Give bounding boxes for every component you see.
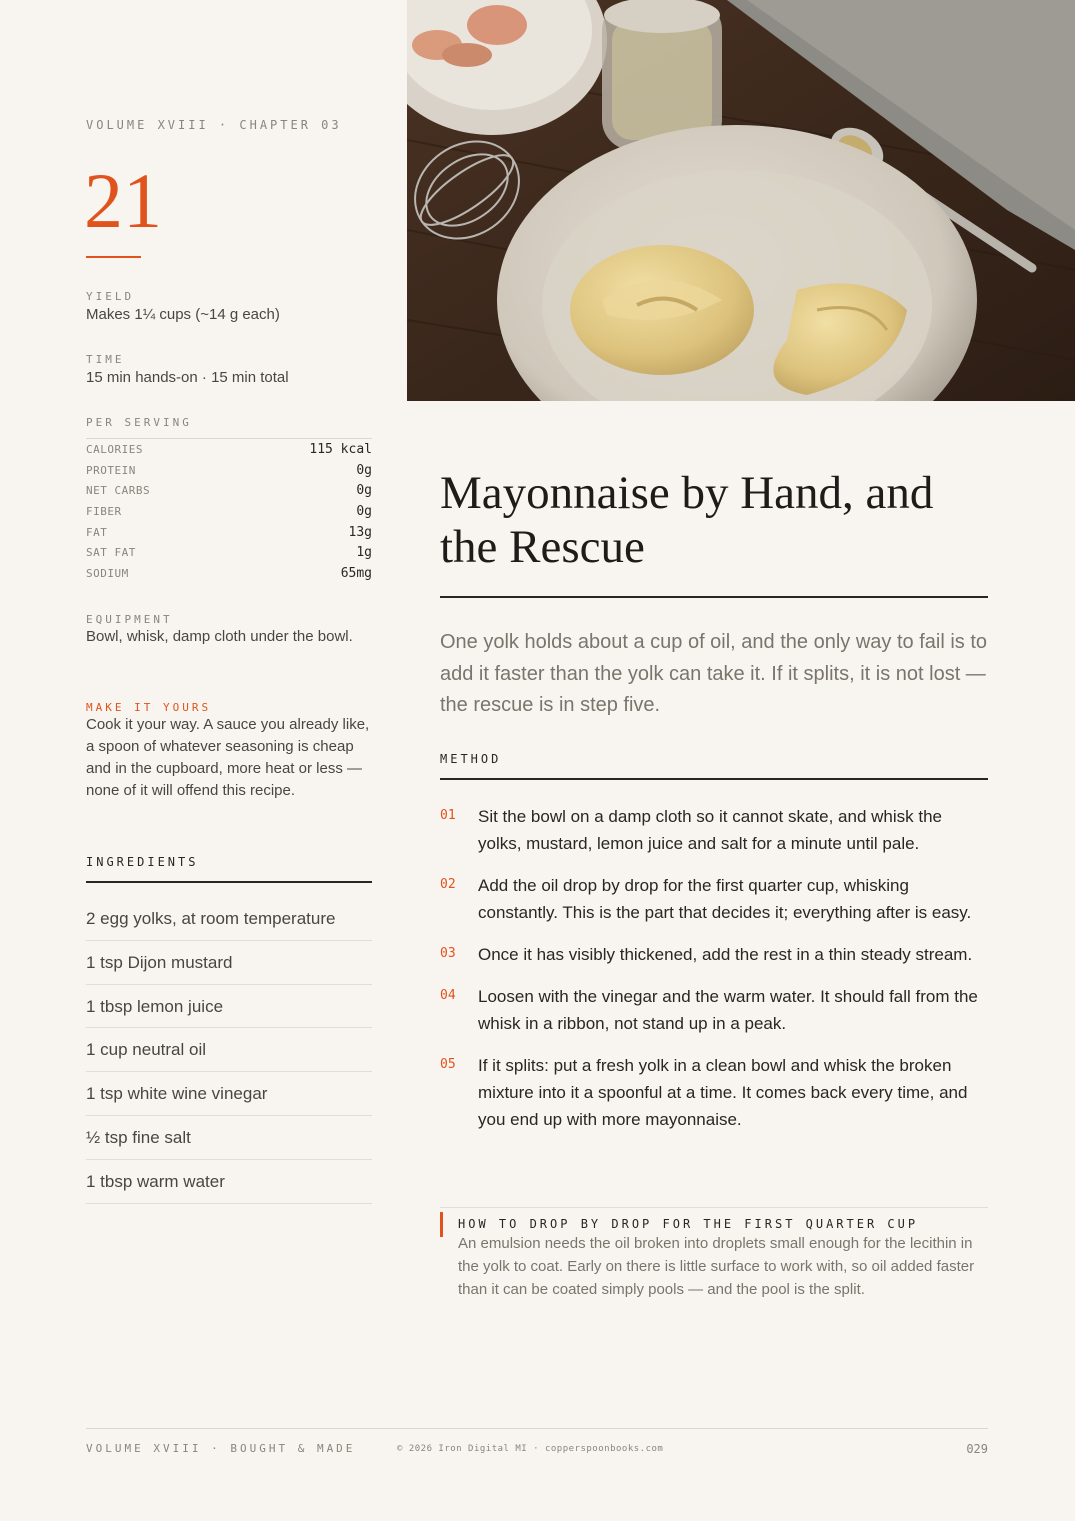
step-text: Sit the bowl on a damp cloth so it cannot skate, and whisk the yolks, mustard, lemon juice and salt for a minute until pale. <box>478 807 942 853</box>
photo-illustration <box>407 0 1075 401</box>
yield-value: Makes 1¼ cups (~14 g each) <box>86 306 280 323</box>
method-heading: METHOD <box>440 752 502 766</box>
nutrition-row <box>86 542 372 563</box>
step-text: Loosen with the vinegar and the warm water. It should fall from the whisk in a ribbon, not stand up in a peak. <box>478 987 978 1033</box>
ingredient-item: ½ tsp fine salt <box>86 1116 372 1160</box>
step-number: 04 <box>440 988 456 1003</box>
method-step <box>440 941 988 968</box>
nutrition-name: FAT <box>86 525 108 539</box>
nutrition-value: 0g <box>356 503 372 519</box>
step-number: 03 <box>440 946 456 961</box>
ingredient-item: 1 tbsp warm water <box>86 1160 372 1204</box>
nutrition-value: 13g <box>348 524 372 540</box>
method-step <box>440 872 988 926</box>
nutrition-name: NET CARBS <box>86 484 151 498</box>
yield-block <box>86 290 372 326</box>
footer-copyright: © 2026 Iron Digital MI · copperspoonbooks.com <box>397 1444 664 1454</box>
page-footer <box>86 1428 988 1456</box>
nutrition-name: SODIUM <box>86 566 129 580</box>
ingredients-items <box>86 897 372 1204</box>
yield-label: YIELD <box>86 290 135 303</box>
make-it-yours-block <box>86 701 372 802</box>
nutrition-name: PROTEIN <box>86 463 136 477</box>
ingredient-item: 1 tsp white wine vinegar <box>86 1072 372 1116</box>
method-step <box>440 983 988 1037</box>
nutrition-value: 0g <box>356 483 372 499</box>
nutrition-value: 1g <box>356 545 372 561</box>
nutrition-row <box>86 522 372 543</box>
volume-chapter-line: VOLUME XVIII · CHAPTER 03 <box>86 118 342 132</box>
step-number: 01 <box>440 808 456 823</box>
nutrition-value: 115 kcal <box>309 441 372 457</box>
ingredient-item: 2 egg yolks, at room temperature <box>86 897 372 941</box>
ingredient-item: 1 tbsp lemon juice <box>86 985 372 1029</box>
title-divider <box>440 596 988 598</box>
footer-volume: VOLUME XVIII · BOUGHT & MADE <box>86 1442 356 1455</box>
make-it-yours-label: MAKE IT YOURS <box>86 701 212 714</box>
nutrition-name: FIBER <box>86 504 122 518</box>
nutrition-table <box>86 416 372 584</box>
ingredients-list <box>86 855 372 1204</box>
method-step <box>440 1052 988 1133</box>
equipment-value: Bowl, whisk, damp cloth under the bowl. <box>86 628 353 645</box>
ingredient-item: 1 cup neutral oil <box>86 1028 372 1072</box>
recipe-lede: One yolk holds about a cup of oil, and the only way to fail is to add it faster than the yolk can take it. If it splits, it is not lost — the rescue is in step five. <box>440 631 987 716</box>
nutrition-row <box>86 439 372 460</box>
nutrition-row <box>86 501 372 522</box>
nutrition-name: SAT FAT <box>86 546 136 560</box>
method-steps <box>440 803 988 1148</box>
per-serving-label: PER SERVING <box>86 416 372 439</box>
time-block <box>86 353 372 389</box>
chapter-divider <box>86 256 141 258</box>
equipment-block <box>86 613 372 648</box>
mayonnaise-plate-photo <box>407 0 1075 401</box>
step-text: Once it has visibly thickened, add the rest in a thin steady stream. <box>478 945 973 964</box>
ingredient-item: 1 tsp Dijon mustard <box>86 941 372 985</box>
tip-callout <box>440 1207 988 1301</box>
step-number: 05 <box>440 1057 456 1072</box>
nutrition-name: CALORIES <box>86 442 143 456</box>
tip-title: HOW TO DROP BY DROP FOR THE FIRST QUARTER CUP <box>458 1217 919 1231</box>
time-label: TIME <box>86 353 125 366</box>
nutrition-value: 0g <box>356 462 372 478</box>
nutrition-row <box>86 460 372 481</box>
page-number: 029 <box>966 1442 988 1456</box>
method-divider <box>440 778 988 780</box>
recipe-title: Mayonnaise by Hand, and the Rescue <box>440 467 934 573</box>
tip-accent-bar <box>440 1212 443 1237</box>
step-text: Add the oil drop by drop for the first quarter cup, whisking constantly. This is the part that decides it; everything after is easy. <box>478 876 972 922</box>
step-text: If it splits: put a fresh yolk in a clean bowl and whisk the broken mixture into it a spoonful at a time. It comes back every time, and you end up with more mayonnaise. <box>478 1056 968 1129</box>
tip-body: An emulsion needs the oil broken into droplets small enough for the lecithin in the yolk to coat. Early on there is little surface to work with, so oil added faster than it can be coated simply pools — and the pool is the split. <box>458 1235 975 1298</box>
chapter-number: 21 <box>84 157 162 244</box>
method-step <box>440 803 988 857</box>
ingredients-heading: INGREDIENTS <box>86 855 372 883</box>
make-it-yours-text: Cook it your way. A sauce you already like, a spoon of whatever seasoning is cheap and in the cupboard, more heat or less — none of it will offend this recipe. <box>86 716 370 799</box>
nutrition-value: 65mg <box>340 565 372 581</box>
time-value: 15 min hands-on · 15 min total <box>86 369 289 386</box>
nutrition-row <box>86 563 372 584</box>
step-number: 02 <box>440 877 456 892</box>
nutrition-row <box>86 480 372 501</box>
equipment-label: EQUIPMENT <box>86 613 173 626</box>
